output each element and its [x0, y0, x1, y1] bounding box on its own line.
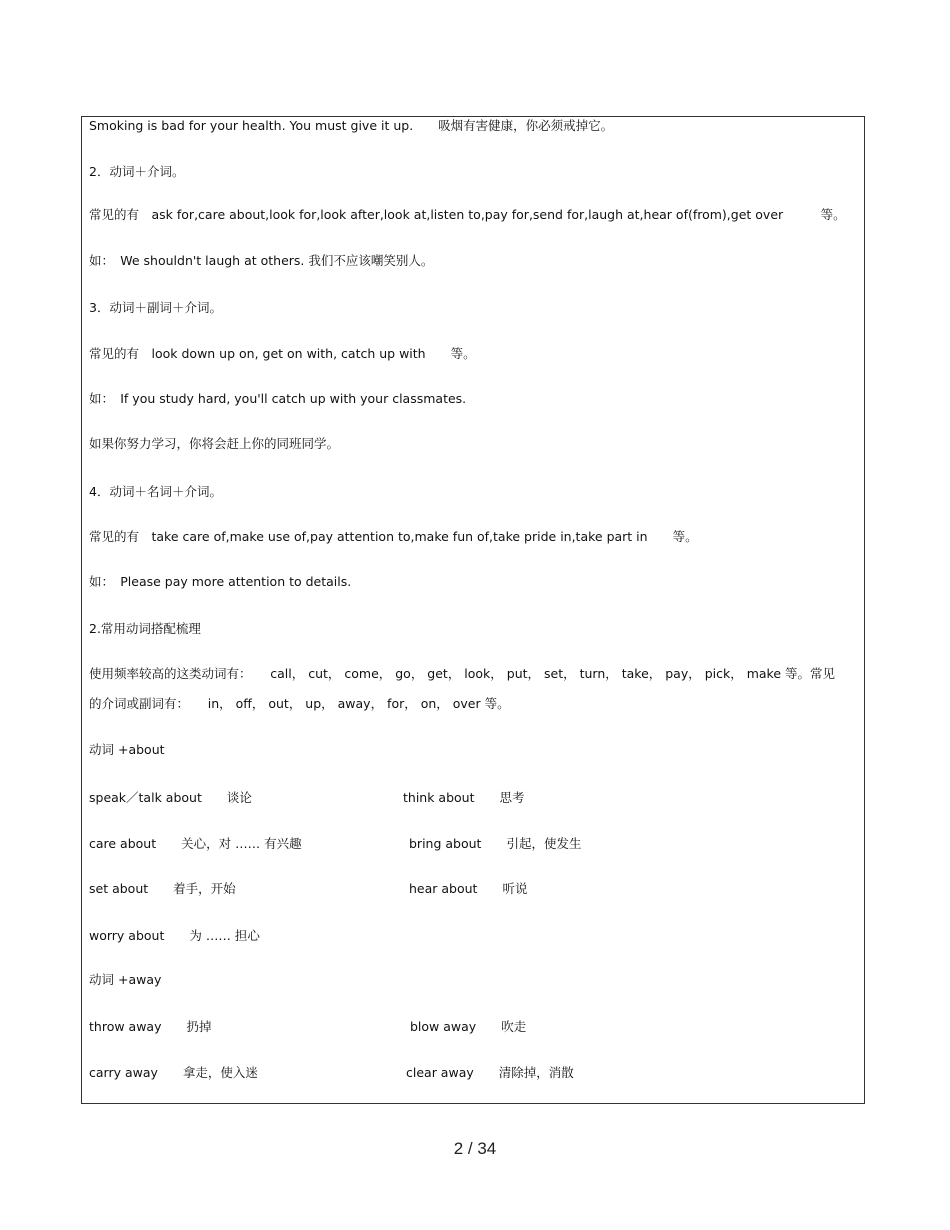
frequent-verbs-line: 使用频率较高的这类动词有： call， cut， come， go， get， look， put， set， turn， take， pay， pick， make 等。常见 [89, 666, 835, 681]
subheading-verb-about: 动词 +about [89, 742, 165, 757]
example-sentence-smoking: Smoking is bad for your health. You must give it up. 吸烟有害健康，你必须戒掉它。 [89, 118, 614, 133]
phrase-throw-away: throw away 扔掉 [89, 1019, 212, 1034]
phrase-bring-about: bring about 引起，使发生 [409, 836, 582, 851]
example-sentence-catch-up: 如： If you study hard, you'll catch up with your classmates. [89, 391, 467, 406]
frequent-particles-line: 的介词或副词有： in， off， out， up， away， for， on， over 等。 [89, 696, 510, 711]
phrase-clear-away: clear away 清除掉，消散 [406, 1065, 574, 1080]
phrase-blow-away: blow away 吹走 [410, 1019, 527, 1034]
example-translation-catch-up: 如果你努力学习，你将会赶上你的同班同学。 [89, 436, 340, 451]
example-sentence-attention: 如： Please pay more attention to details. [89, 574, 352, 589]
section-heading-verb-adv-prep: 3．动词＋副词＋介词。 [89, 300, 222, 315]
phrase-carry-away: carry away 拿走，使入迷 [89, 1065, 258, 1080]
example-sentence-laugh: 如： We shouldn't laugh at others. 我们不应该嘲笑别人。 [89, 253, 434, 268]
common-list-verb-noun-prep: 常见的有 take care of,make use of,pay attention to,make fun of,take pride in,take part in 等。 [89, 529, 698, 544]
subheading-verb-away: 动词 +away [89, 972, 162, 987]
common-list-verb-adv-prep: 常见的有 look down up on, get on with, catch up with 等。 [89, 346, 476, 361]
phrase-set-about: set about 着手，开始 [89, 881, 236, 896]
phrase-speak-talk-about: speak／talk about 谈论 [89, 790, 252, 805]
phrase-care-about: care about 关心，对 …… 有兴趣 [89, 836, 302, 851]
section-heading-collocations: 2.常用动词搭配梳理 [89, 621, 201, 636]
phrase-hear-about: hear about 听说 [409, 881, 528, 896]
page-number: 2 / 34 [453, 1139, 497, 1158]
section-heading-verb-prep: 2．动词＋介词。 [89, 164, 185, 179]
common-list-verb-prep: 常见的有 ask for,care about,look for,look after,look at,listen to,pay for,send for,laugh at,hear of(from),get over 等。 [89, 207, 846, 222]
phrase-worry-about: worry about 为 …… 担心 [89, 928, 260, 943]
section-heading-verb-noun-prep: 4．动词＋名词＋介词。 [89, 484, 222, 499]
phrase-think-about: think about 思考 [403, 790, 525, 805]
